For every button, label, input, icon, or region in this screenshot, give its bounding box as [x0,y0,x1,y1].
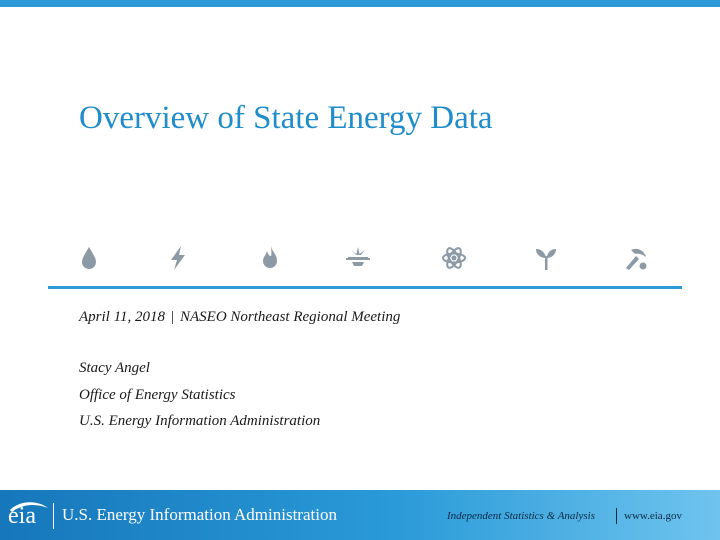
meeting-name: NASEO Northeast Regional Meeting [180,309,401,325]
presenter-office: Office of Energy Statistics [79,387,236,403]
footer-org-name: U.S. Energy Information Administration [62,505,337,524]
mining-pick-icon [618,238,652,278]
divider-line [48,286,682,289]
nuclear-atom-icon [437,238,471,278]
presenter-organization: U.S. Energy Information Administration [79,413,321,429]
footer-bar [0,490,720,540]
footer-tagline: Independent Statistics & Analysis [447,510,595,522]
eia-logo: eia [8,503,36,529]
energy-icon-row [60,238,680,278]
meeting-date: April 11, 2018 [79,309,165,325]
slide-title: Overview of State Energy Data [79,100,493,136]
date-event-separator: | [170,309,174,325]
coal-icon [341,238,375,278]
renewable-plant-icon [529,238,563,278]
date-event-line [79,309,400,326]
presenter-name: Stacy Angel [79,360,150,376]
natural-gas-flame-icon [253,238,287,278]
electricity-bolt-icon [161,238,195,278]
footer-separator-2 [616,508,617,524]
oil-drop-icon [72,238,106,278]
footer-separator [53,503,54,529]
top-accent-bar [0,0,720,7]
footer-url: www.eia.gov [624,510,682,522]
